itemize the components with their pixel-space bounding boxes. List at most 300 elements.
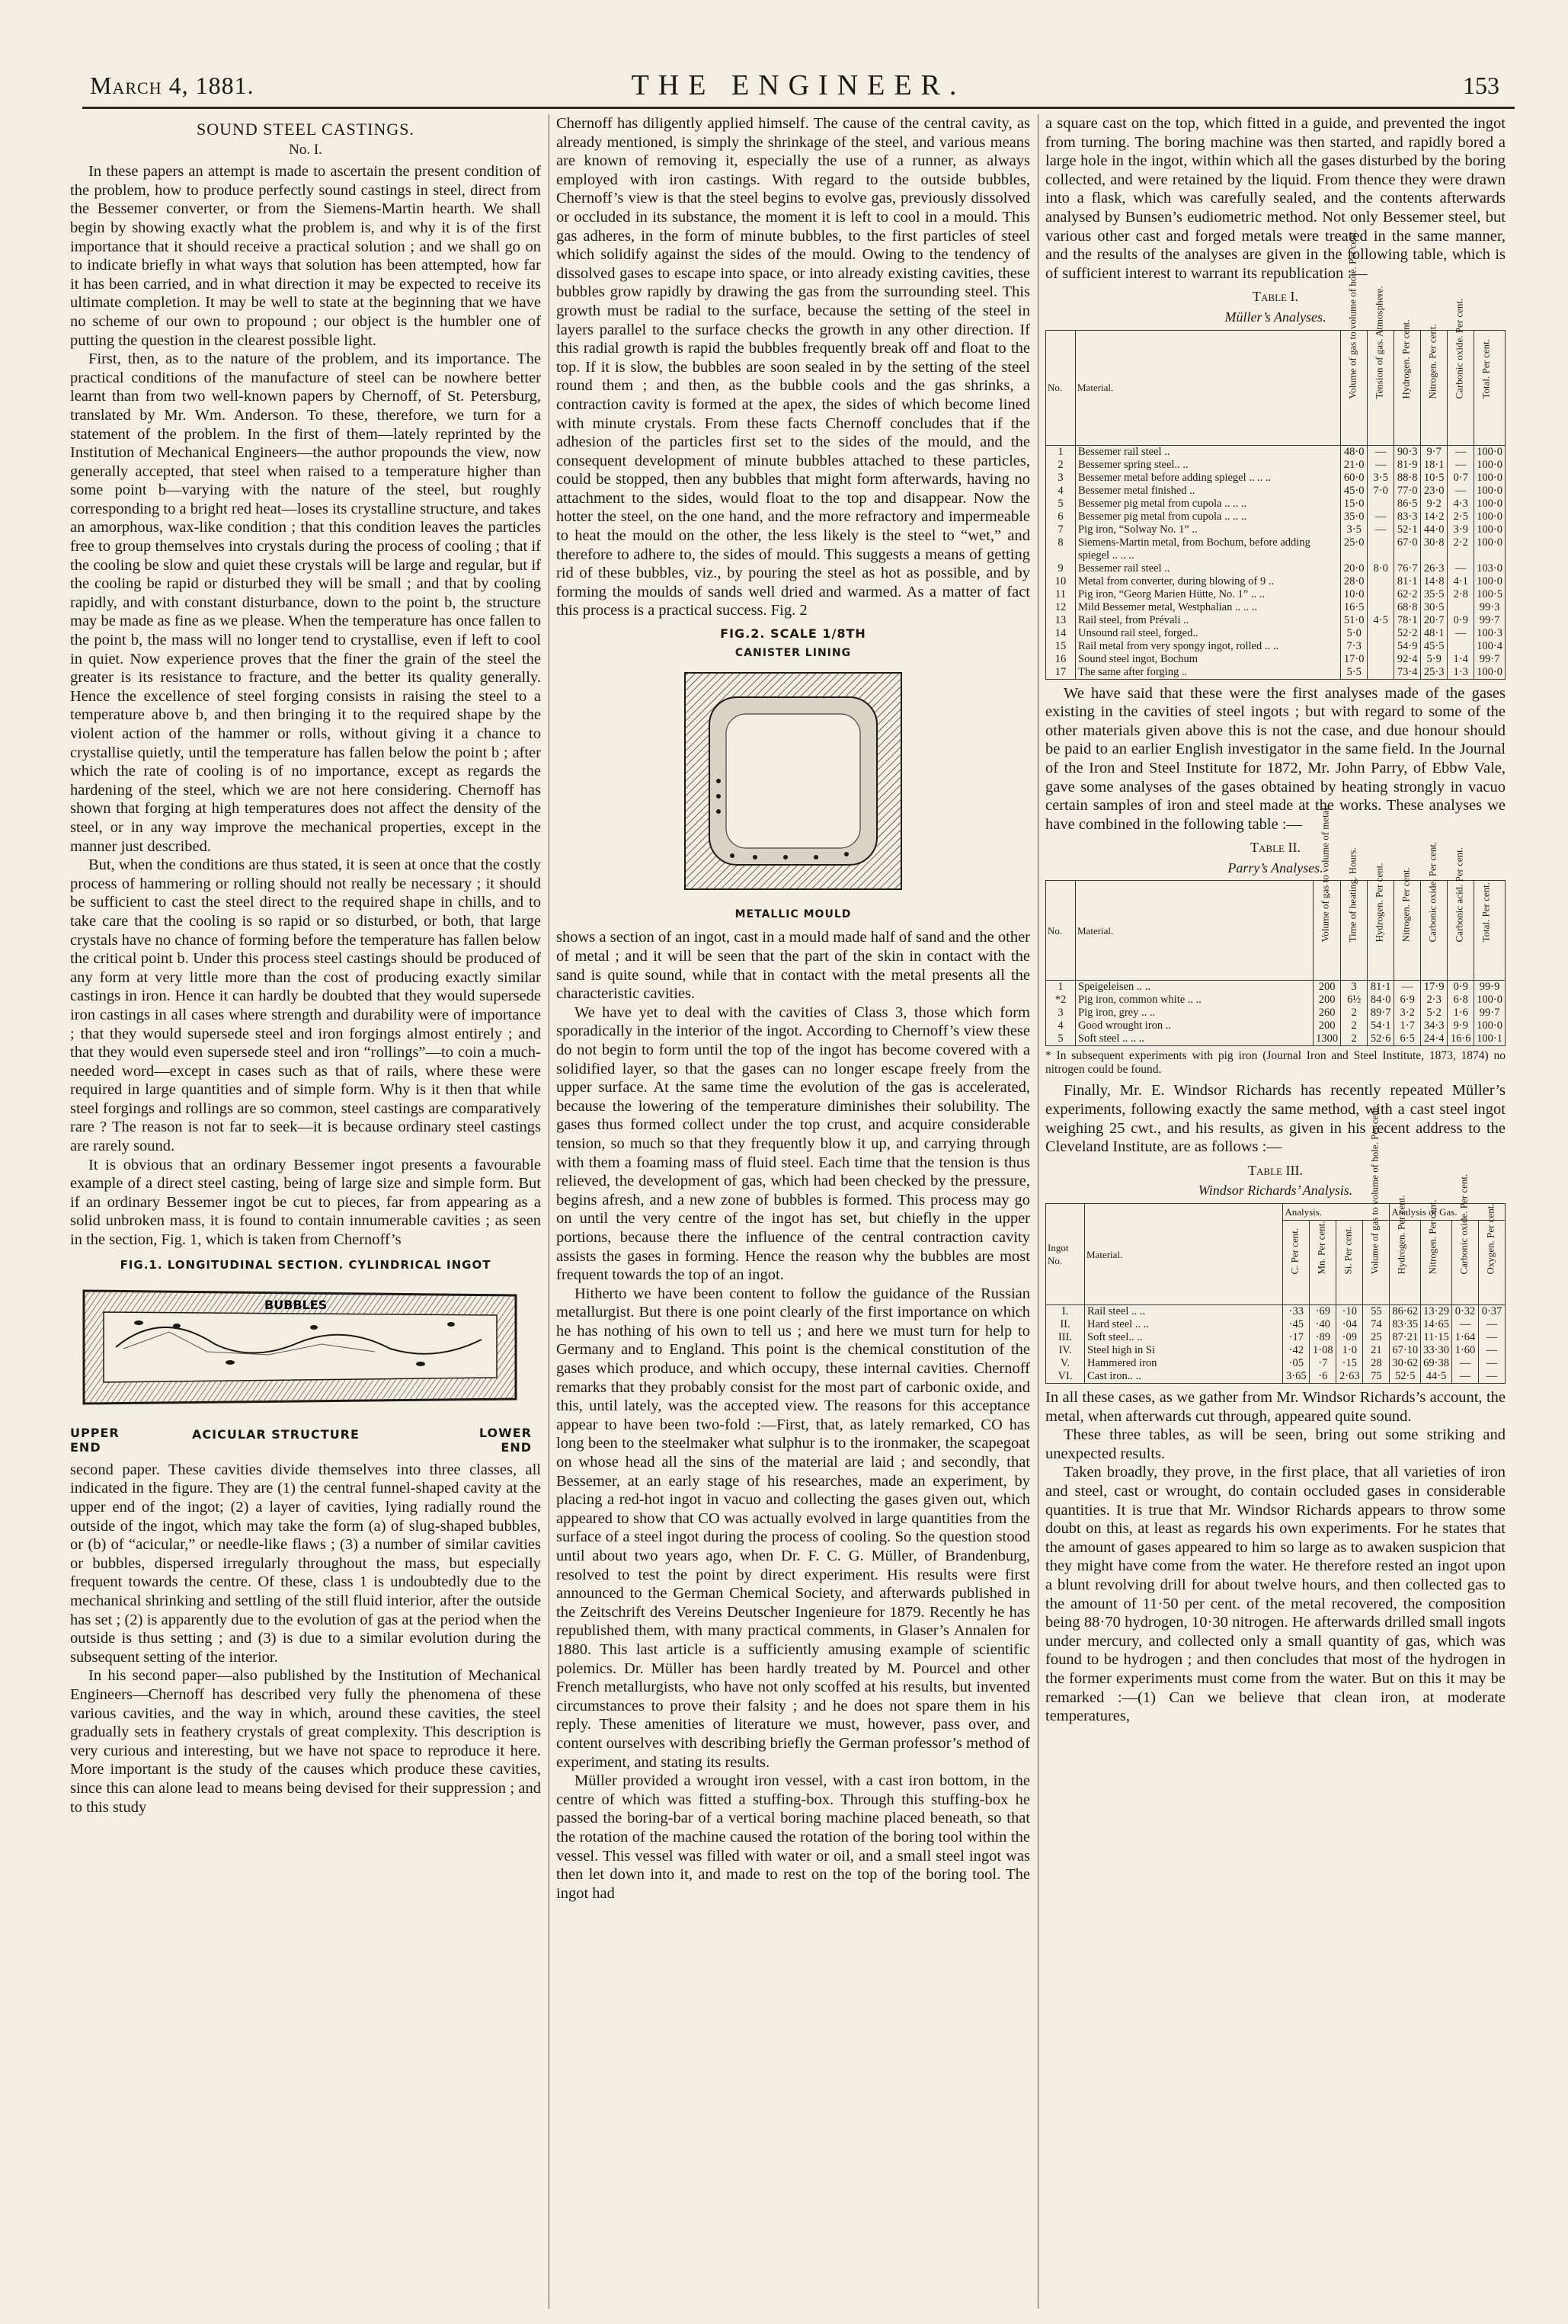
table-cell: ·15 (1336, 1357, 1363, 1370)
ingot-mould-drawing (679, 667, 907, 895)
table-cell: 4·5 (1368, 614, 1394, 627)
table-cell: 2·63 (1336, 1370, 1363, 1384)
table-cell: 6·9 (1394, 994, 1421, 1007)
table-cell: Bessemer rail steel .. (1076, 445, 1341, 459)
table-cell: 25·3 (1421, 666, 1448, 680)
paragraph: But, when the conditions are thus stated, it is seen at once that the costly process of hammering or rolling should not really be necessary ; it should be sufficient to cast the steel direct to the required shape in chills, and to take care that the cooling is so rapid or so disturbed, or both, that large crystals have no chance of forming before the temperature has fallen below the critical point b. Under this process steel castings should be produced of any form at very little more than the cost of producing exactly similar castings in iron. Hence it can hardly be doubted that they would supersede iron castings in all cases where strength and durability were of importance ; that they would supersede steel and iron forgings almost entirely ; and that they would even supersede steel and iron “rollings”—to coin a much-needed word—except in cases such as that of rails, where these were required in large quantities and of simple form. Why is it then that while steel forgings and rollings are so common, steel castings are comparatively rare ? The reason is not far to seek—it is because ordinary steel castings are rarely sound. (70, 856, 541, 1155)
group-header-gas: Analysis of Gas. (1390, 1204, 1506, 1221)
table-cell: 100·0 (1474, 498, 1506, 511)
table-cell: 11 (1046, 588, 1076, 601)
paragraph: We have yet to deal with the cavities of Class 3, those which form sporadically in the interior of the ingot. According to Chernoff’s view these do not begin to form until the top of the ingot has become covered with a solidified layer, so that the gases can no longer escape freely from the upper surface. At the same time the evolution of the gas is accelerated, because the lowering of the temperature diminishes their solubility. The gases thus formed collect under the top crust, and acquire considerable tension, so much so that they frequently blow it up, and carrying through with them a foaming mass of fluid steel. Each time that the tension is thus relieved, the development of gas, which had been checked by the pressure, begins afresh, and a new zone of bubbles is formed. This process may go on until the very centre of the ingot has set, but chiefly in the upper portions, because there the influence of the central contraction cavity assists the gases in forming. Hence the reason why the bubbles are most frequent towards the top of an ingot. (556, 1004, 1030, 1284)
table-cell: 3·2 (1394, 1007, 1421, 1020)
table-cell: 3 (1046, 472, 1076, 485)
table-cell: 100·0 (1474, 511, 1506, 523)
table-cell: 78·1 (1394, 614, 1421, 627)
table-cell: ·04 (1336, 1318, 1363, 1331)
table-cell: 14·65 (1421, 1318, 1452, 1331)
table-cell: Mild Bessemer metal, Westphalian .. .. .. (1076, 601, 1341, 614)
paragraph: a square cast on the top, which fitted in a guide, and prevented the ingot from turning. The boring machine was then started, and rapidly bored a large hole in the ingot, within which all the gases disturbed by the boring collected, and were retained by the liquid. From thence they were drawn into a flask, which was carefully sealed, and the contents afterwards analysed by Bunsen’s eudiometric method. Not only Bessemer steel, but various other cast and forged metals were treated in the same manner, and the results of the analyses are given in the following table, which is of sufficient interest to warrant its republication :— (1045, 115, 1506, 282)
table-cell: 1·60 (1452, 1344, 1479, 1357)
article-title: SOUND STEEL CASTINGS. (196, 120, 415, 139)
table-cell: — (1452, 1370, 1479, 1384)
table-row (1046, 536, 1506, 562)
header-rule (82, 107, 1515, 109)
table-cell: Bessemer metal finished .. (1076, 485, 1341, 498)
table-cell: 2 (1046, 459, 1076, 472)
column-header: Carbonic oxide. Per cent. (1448, 330, 1474, 445)
table-cell: 100·0 (1474, 459, 1506, 472)
table-cell: ·6 (1310, 1370, 1336, 1384)
table-cell (1448, 601, 1474, 614)
table-row (1046, 653, 1506, 666)
paragraph: Hitherto we have been content to follow the guidance of the Russian metallurgist. But there is one point clearly of the first importance on which he has nothing of his own to tell us ; and here we must turn for help to Germany and to England. This point is the chemical constitution of the gases which produce, and which occupy, these internal cavities. Chernoff remarks that they probably consist for the most part of carbonic oxide, and this, until lately, was the accepted view. The reasons for this acceptance appear to have been two-fold :—First, that, as lately remarked, CO has long been to the steelmaker what sulphur is to the ironmaker, the scapegoat on whose head all the sins of the material are laid ; and secondly, that Bessemer, at an early stage of his researches, made an experiment, by placing a red-hot ingot in vacuo and collecting the gases given out, which appeared to show that CO was actually evolved in large quantities from the surface of a steel ingot during the process of cooling. So the question stood until about two years ago, when Dr. F. C. G. Müller, of Brandenburg, resolved to test the point by direct experiment. His results were first announced to the German Chemical Society, and afterwards published in the Zeitschrift des Vereins Deutscher Ingenieure for 1879. Recently he has republished them, with many practical comments, in Glaser’s Annalen for 1880. This last article is a sufficiently amusing example of scientific polemics. Dr. Müller has been hardly treated by M. Pourcel and other French metallurgists, who have not only scoffed at his results, but invented circumstances to prove their falsity ; and he does not spare them in his reply. These amenities of literature we must, however, pass over, and content ourselves with describing briefly the German professor’s method of experiment, and stating its results. (556, 1285, 1030, 1771)
table-cell: 100·0 (1474, 994, 1506, 1007)
table-cell: Good wrought iron .. (1076, 1020, 1314, 1032)
table-cell: 77·0 (1394, 485, 1421, 498)
table-cell: 10·0 (1341, 588, 1368, 601)
table-row (1046, 1344, 1506, 1357)
table-cell: 52·1 (1394, 523, 1421, 536)
table-cell: 8 (1046, 536, 1076, 562)
table-cell: 21 (1363, 1344, 1390, 1357)
table-cell: 33·30 (1421, 1344, 1452, 1357)
table-cell: 18·1 (1421, 459, 1448, 472)
table-cell: 3 (1341, 981, 1368, 994)
table-cell: Rail metal from very spongy ingot, rolled .. .. (1076, 640, 1341, 653)
table-cell: Bessemer pig metal from cupola .. .. .. (1076, 498, 1341, 511)
table-cell: 5·9 (1421, 653, 1448, 666)
table-cell: 13·29 (1421, 1305, 1452, 1319)
table-cell: — (1448, 485, 1474, 498)
column-3 (1045, 114, 1506, 2316)
table-cell: 0·37 (1479, 1305, 1506, 1319)
table-row (1046, 445, 1506, 459)
table-cell: 86·62 (1390, 1305, 1421, 1319)
table-cell: 99·3 (1474, 601, 1506, 614)
table-cell: 4·3 (1448, 498, 1474, 511)
column-header: Ingot No. (1046, 1204, 1085, 1305)
table-cell: 3 (1046, 1007, 1076, 1020)
column-header: Hydrogen. Per cent. (1368, 881, 1394, 981)
table-cell: The same after forging .. (1076, 666, 1341, 680)
table-cell: 4 (1046, 1020, 1076, 1032)
table-cell: ·45 (1283, 1318, 1310, 1331)
table-row (1046, 601, 1506, 614)
table-cell: 1·0 (1336, 1344, 1363, 1357)
figure-1-caption: FIG.1. LONGITUDINAL SECTION. CYLINDRICAL INGOT (120, 1257, 491, 1272)
table-cell: 100·0 (1474, 1020, 1506, 1032)
figure-1-lower-end-label: LOWER END (478, 1425, 532, 1455)
figure-2-bottom-label: METALLIC MOULD (734, 908, 852, 920)
table-cell: 54·1 (1368, 1020, 1394, 1032)
table-cell: — (1479, 1318, 1506, 1331)
table-cell: Pig iron, “Georg Marien Hütte, No. 1” .. .. (1076, 588, 1341, 601)
table-cell: 103·0 (1474, 562, 1506, 575)
column-header: Si. Per cent. (1336, 1221, 1363, 1305)
table-2-footnote: * In subsequent experiments with pig iron (Journal Iron and Steel Institute, 1873, 1874) no nitrogen could be found. (1045, 1049, 1506, 1077)
table-cell: 3·9 (1448, 523, 1474, 536)
column-header: Material. (1085, 1204, 1283, 1305)
table-cell: 69·38 (1421, 1357, 1452, 1370)
table-cell: *2 (1046, 994, 1076, 1007)
table-cell: 99·7 (1474, 614, 1506, 627)
table-row (1046, 1007, 1506, 1020)
column-header: No. (1046, 881, 1076, 981)
table-cell: ·89 (1310, 1331, 1336, 1344)
column-header: Total. Per cent. (1474, 330, 1506, 445)
table-cell (1448, 640, 1474, 653)
table-cell: 2 (1341, 1032, 1368, 1046)
table-cell: 1·3 (1448, 666, 1474, 680)
table-cell: 30·5 (1421, 601, 1448, 614)
table-cell: 76·7 (1394, 562, 1421, 575)
table-cell: 7·3 (1341, 640, 1368, 653)
table-cell: 62·2 (1394, 588, 1421, 601)
table-cell: 100·4 (1474, 640, 1506, 653)
table-cell (1368, 498, 1394, 511)
table-cell: 3·5 (1341, 523, 1368, 536)
table-cell: 1·64 (1452, 1331, 1479, 1344)
figure-2-caption: FIG.2. SCALE 1/8TH (720, 626, 866, 642)
table-cell: Hard steel .. .. (1085, 1318, 1283, 1331)
table-cell: 73·4 (1394, 666, 1421, 680)
table-cell (1368, 627, 1394, 640)
table-cell: 74 (1363, 1318, 1390, 1331)
table-cell: 44·5 (1421, 1370, 1452, 1384)
table-cell: 14·2 (1421, 511, 1448, 523)
table-cell: 99·9 (1474, 981, 1506, 994)
table-cell: 23·0 (1421, 485, 1448, 498)
table-cell: 86·5 (1394, 498, 1421, 511)
paragraph: Taken broadly, they prove, in the first place, that all varieties of iron and steel, cast or wrought, do contain occluded gases in considerable quantities. It is true that Mr. Windsor Richards appears to throw some doubt on this, at least as regards his own experiments. For he states that the amount of gases appeared to him so large as to awaken suspicion that they might have come from the water. He therefore rested an ingot upon a blunt revolving drill for about twelve hours, and then collected gas to the amount of 11·50 per cent. of the metal recovered, the composition being 88·70 hydrogen, 10·30 nitrogen. He afterwards drilled small ingots under mercury, and collected only a small quantity of gas, which was found to be hydrogen ; and then concludes that most of the hydrogen in the former experiments must come from the water. But on this it may be remarked :—(1) Can we believe that clean iron, at moderate temperatures, (1045, 1464, 1506, 1725)
table-cell: Soft steel .. .. .. (1076, 1032, 1314, 1046)
table-cell: 90·3 (1394, 445, 1421, 459)
paragraph: Finally, Mr. E. Windsor Richards has recently repeated Müller’s experiments, following exactly the same method, with a cast steel ingot weighing 25 cwt., and his results, as given in his recent address to the Cleveland Institute, are as follows :— (1045, 1082, 1506, 1156)
table-cell: — (1368, 511, 1394, 523)
table-cell: 60·0 (1341, 472, 1368, 485)
table-cell: 44·0 (1421, 523, 1448, 536)
figure-1-acicular-label: ACICULAR STRUCTURE (192, 1426, 360, 1442)
column-header: Nitrogen. Per cent. (1421, 330, 1448, 445)
table-cell: 11·15 (1421, 1331, 1452, 1344)
table-cell: 20·7 (1421, 614, 1448, 627)
table-cell: 4·1 (1448, 575, 1474, 588)
table-cell: 12 (1046, 601, 1076, 614)
table-cell: — (1368, 523, 1394, 536)
paragraph: It is obvious that an ordinary Bessemer ingot presents a favourable example of a direct steel casting, being of large size and simple form. But if an ordinary Bessemer ingot be cut to pieces, far from appearing as a solid unbroken mass, it is found to contain innumerable cavities ; as seen in the section, Fig. 1, which is taken from Chernoff’s (70, 1156, 541, 1249)
table-row (1046, 1318, 1506, 1331)
table-cell: 68·8 (1394, 601, 1421, 614)
table-cell: 3·65 (1283, 1370, 1310, 1384)
table-cell: 83·3 (1394, 511, 1421, 523)
paragraph: In these papers an attempt is made to ascertain the present condition of the problem, how to produce perfectly sound castings in steel, direct from the Bessemer converter, or from the Siemens-Martin hearth. We shall begin by showing exactly what the problem is, and why it is of the first importance that it should receive a practical solution ; and we shall go on to indicate briefly in what ways that solution has been attempted, how far it has been carried, and in what direction it may be expected to receive its ultimate completion. It may be well to state at the beginning that we have no scheme of our own to propound ; our object is the humbler one of putting the question in the clearest possible light. (70, 163, 541, 349)
table-cell: 21·0 (1341, 459, 1368, 472)
column-1 (70, 114, 541, 2316)
table-cell: — (1448, 445, 1474, 459)
table-row (1046, 485, 1506, 498)
table-row (1046, 575, 1506, 588)
article-part: No. I. (289, 141, 322, 158)
table-cell: — (1448, 562, 1474, 575)
table-cell: IV. (1046, 1344, 1085, 1357)
table-cell: ·40 (1310, 1318, 1336, 1331)
table-1-body (1046, 445, 1506, 679)
table-cell: Rail steel, from Prévali .. (1076, 614, 1341, 627)
table-row (1046, 588, 1506, 601)
table-cell: 16·6 (1448, 1032, 1474, 1046)
table-3-body (1046, 1305, 1506, 1384)
table-cell: 1 (1046, 445, 1076, 459)
paragraph: These three tables, as will be seen, bring out some striking and unexpected results. (1045, 1426, 1506, 1462)
column-header: Material. (1076, 330, 1341, 445)
table-cell: 100·0 (1474, 485, 1506, 498)
column-header: Tension of gas. Atmosphere. (1368, 330, 1394, 445)
ingot-section-drawing (70, 1279, 527, 1416)
table-cell: 8·0 (1368, 562, 1394, 575)
paragraph: We have said that these were the first analyses made of the gases existing in the cavities of steel ingots ; but with regard to some of the other materials given above this is not the case, and due honour should be paid to an earlier English investigator in the same field. In the Journal of the Iron and Steel Institute for 1872, Mr. John Parry, of Ebbw Vale, gave some analyses of the gases obtained by heating strongly in vacuo certain samples of iron and steel made at the works. These analyses we have combined in the following table :— (1045, 684, 1506, 833)
paragraph: In his second paper—also published by the Institution of Mechanical Engineers—Chernoff has described very fully the phenomena of these various cavities, and the way in which, around these cavities, the steel gradually sets in feathery crystals of great complexity. This description is very curious and interesting, but we have not space to reproduce it here. More important is the study of the causes which produce these cavities, since this can alone lead to means being devised for their suppression ; and to this study (70, 1667, 541, 1816)
table-cell: ·42 (1283, 1344, 1310, 1357)
table-cell: Pig iron, “Solway No. 1” .. (1076, 523, 1341, 536)
table-cell: Hammered iron (1085, 1357, 1283, 1370)
table-cell: Bessemer spring steel.. .. (1076, 459, 1341, 472)
table-cell: VI. (1046, 1370, 1085, 1384)
table-cell: 1300 (1314, 1032, 1341, 1046)
table-cell: 2 (1341, 1020, 1368, 1032)
table-cell: 1·08 (1310, 1344, 1336, 1357)
paragraph: Müller provided a wrought iron vessel, with a cast iron bottom, in the centre of which was fitted a stuffing-box. Through this stuffing-box he passed the boring-bar of a vertical boring machine placed beneath, so that the rotation of the machine caused the rotation of the boring tool within the vessel. This vessel was filled with water or oil, and a small steel ingot was then let down into it, and made to rest on the top of the boring tool. The ingot had (556, 1772, 1030, 1902)
table-cell: 48·1 (1421, 627, 1448, 640)
table-cell (1368, 575, 1394, 588)
column-header: C. Per cent. (1283, 1221, 1310, 1305)
table-cell: 10·5 (1421, 472, 1448, 485)
table-cell: 3·5 (1368, 472, 1394, 485)
column-header: Nitrogen. Per cent. (1421, 1221, 1452, 1305)
table-cell: ·69 (1310, 1305, 1336, 1319)
table-cell: 260 (1314, 1007, 1341, 1020)
table-header-row (1046, 330, 1506, 445)
header-title: THE ENGINEER. (631, 69, 966, 101)
table-cell: ·33 (1283, 1305, 1310, 1319)
column-header: Carbonic acid. Per cent. (1448, 881, 1474, 981)
table-cell: 92·4 (1394, 653, 1421, 666)
column-2 (556, 114, 1030, 2316)
table-cell: 200 (1314, 994, 1341, 1007)
table-cell: 9 (1046, 562, 1076, 575)
table-cell: 2·5 (1448, 511, 1474, 523)
table-cell: 7·0 (1368, 485, 1394, 498)
table-2-subtitle: Parry’s Analyses. (1227, 859, 1323, 876)
column-header: Hydrogen. Per cent. (1394, 330, 1421, 445)
table-cell: 28·0 (1341, 575, 1368, 588)
table-cell: 16·5 (1341, 601, 1368, 614)
figure-1-bubbles-label: BUBBLES (264, 1298, 328, 1313)
table-cell: — (1452, 1318, 1479, 1331)
table-cell: Pig iron, grey .. .. (1076, 1007, 1314, 1020)
header-date: March 4, 1881. (90, 72, 254, 99)
table-cell: — (1448, 459, 1474, 472)
table-row (1046, 1370, 1506, 1384)
table-cell: ·7 (1310, 1357, 1336, 1370)
table-cell: ·17 (1283, 1331, 1310, 1344)
column-header: Material. (1076, 881, 1314, 981)
table-cell: 6·5 (1394, 1032, 1421, 1046)
table-cell: 99·7 (1474, 1007, 1506, 1020)
table-cell: II. (1046, 1318, 1085, 1331)
table-cell: Steel high in Si (1085, 1344, 1283, 1357)
table-cell (1368, 601, 1394, 614)
table-2-body (1046, 981, 1506, 1046)
table-cell (1368, 536, 1394, 562)
table-row (1046, 994, 1506, 1007)
header-page-number: 153 (1463, 72, 1499, 99)
table-cell: — (1479, 1370, 1506, 1384)
table-cell: 99·7 (1474, 653, 1506, 666)
table-cell: 5·2 (1421, 1007, 1448, 1020)
column-header: Nitrogen. Per cent. (1394, 881, 1421, 981)
table-cell: 2·2 (1448, 536, 1474, 562)
table-row (1046, 640, 1506, 653)
table-cell: 81·1 (1368, 981, 1394, 994)
column-header: Hydrogen. Per cent. (1390, 1221, 1421, 1305)
table-cell: 83·35 (1390, 1318, 1421, 1331)
table-cell: 6·8 (1448, 994, 1474, 1007)
table-cell: 45·5 (1421, 640, 1448, 653)
table-cell: 16 (1046, 653, 1076, 666)
table-cell: Rail steel .. .. (1085, 1305, 1283, 1319)
table-cell: 17·0 (1341, 653, 1368, 666)
table-cell: I. (1046, 1305, 1085, 1319)
table-cell: 81·9 (1394, 459, 1421, 472)
table-cell: 26·3 (1421, 562, 1448, 575)
table-cell: ·09 (1336, 1331, 1363, 1344)
table-cell (1368, 653, 1394, 666)
column-header: Volume of gas to volume of metal. (1314, 881, 1341, 981)
paragraph: second paper. These cavities divide themselves into three classes, all indicated in the figure. They are (1) the central funnel-shaped cavity at the upper end of the ingot; (2) a layer of cavities, lying radially round the outside of the ingot, which may take the form (a) of slug-shaped bubbles, or (b) of “acicular,” or needle-like flaws ; (3) a number of similar cavities or bubbles, dispersed irregularly throughout the mass, but especially frequent towards the centre. Of these, class 1 is undoubtedly due to the mechanical shrinking and settling of the still fluid interior, after the outside has set ; (2) is apparently due to the evolution of gas at the period when the outside is thus setting ; and (3) is due to a similar evolution during the subsequent setting of the interior. (70, 1461, 541, 1666)
table-row (1046, 498, 1506, 511)
table-cell: 100·0 (1474, 523, 1506, 536)
table-cell: 0·9 (1448, 614, 1474, 627)
table-cell: Pig iron, common white .. .. (1076, 994, 1314, 1007)
table-cell: 200 (1314, 1020, 1341, 1032)
table-2-caption: Table II. (1250, 840, 1301, 856)
table-cell: 84·0 (1368, 994, 1394, 1007)
table-row (1046, 614, 1506, 627)
table-cell: V. (1046, 1357, 1085, 1370)
table-cell: 9·9 (1448, 1020, 1474, 1032)
table-cell: 5 (1046, 498, 1076, 511)
table-cell: 34·3 (1421, 1020, 1448, 1032)
table-cell: 0·9 (1448, 981, 1474, 994)
table-cell (1368, 640, 1394, 653)
table-row (1046, 472, 1506, 485)
table-cell: — (1479, 1331, 1506, 1344)
column-header: Volume of gas to volume of hole. Per cent. (1341, 330, 1368, 445)
figure-2-top-label: CANISTER LINING (734, 646, 852, 659)
table-cell: Bessemer metal before adding spiegel .. .. .. (1076, 472, 1341, 485)
table-cell: — (1479, 1357, 1506, 1370)
table-cell: 20·0 (1341, 562, 1368, 575)
table-cell: 30·62 (1390, 1357, 1421, 1370)
table-cell: 52·5 (1390, 1370, 1421, 1384)
table-row (1046, 511, 1506, 523)
table-cell: 15 (1046, 640, 1076, 653)
table-1-caption: Table I. (1253, 289, 1298, 305)
table-header-row (1046, 881, 1506, 981)
table-1-subtitle: Müller’s Analyses. (1224, 309, 1326, 325)
table-cell: 24·4 (1421, 1032, 1448, 1046)
group-header-analysis: Analysis. (1283, 1204, 1390, 1221)
table-cell: 0·32 (1452, 1305, 1479, 1319)
table-cell: 5 (1046, 1032, 1076, 1046)
table-cell: 48·0 (1341, 445, 1368, 459)
table-cell: Siemens-Martin metal, from Bochum, before adding spiegel .. .. .. (1076, 536, 1341, 562)
table-cell: — (1394, 981, 1421, 994)
table-cell: 75 (1363, 1370, 1390, 1384)
table-cell: 28 (1363, 1357, 1390, 1370)
table-cell: 52·2 (1394, 627, 1421, 640)
table-cell: ·05 (1283, 1357, 1310, 1370)
table-row (1046, 562, 1506, 575)
table-cell: 55 (1363, 1305, 1390, 1319)
table-cell: 14 (1046, 627, 1076, 640)
table-3-caption: Table III. (1248, 1162, 1303, 1178)
table-cell: — (1368, 445, 1394, 459)
table-cell: Cast iron.. .. (1085, 1370, 1283, 1384)
table-cell: 100·3 (1474, 627, 1506, 640)
column-header: Oxygen. Per cent. (1479, 1221, 1506, 1305)
column-header: Time of heating. Hours. (1341, 881, 1368, 981)
table-cell: 13 (1046, 614, 1076, 627)
table-cell: 200 (1314, 981, 1341, 994)
table-cell: 2·3 (1421, 994, 1448, 1007)
table-cell: 100·5 (1474, 588, 1506, 601)
table-cell: 67·0 (1394, 536, 1421, 562)
table-cell: 35·0 (1341, 511, 1368, 523)
table-cell (1368, 666, 1394, 680)
table-cell: 25 (1363, 1331, 1390, 1344)
table-cell: — (1452, 1357, 1479, 1370)
figure-1 (70, 1256, 541, 1456)
table-cell: 100·1 (1474, 1032, 1506, 1046)
table-cell: 0·7 (1448, 472, 1474, 485)
table-cell: 52·6 (1368, 1032, 1394, 1046)
table-cell: Sound steel ingot, Bochum (1076, 653, 1341, 666)
table-cell: 45·0 (1341, 485, 1368, 498)
table-cell (1368, 588, 1394, 601)
table-cell: 100·0 (1474, 575, 1506, 588)
column-header: Volume of gas to volume of hole. Per cent. (1363, 1221, 1390, 1305)
table-3-subtitle: Windsor Richards’ Analysis. (1198, 1183, 1353, 1199)
paragraph: Chernoff has diligently applied himself. The cause of the central cavity, as already mentioned, is simply the shrinkage of the steel, and various means are known of removing it, especially the use of a runner, as always employed with iron castings. With regard to the outside bubbles, Chernoff’s view is that the steel begins to evolve gas, previously dissolved or occluded in its substance, the moment it is left to cool in a mould. This gas adheres, in the form of minute bubbles, to the first particles of steel which solidify against the sides of the mould. Owing to the tendency of dissolved gases to escape into space, or into already existing cavities, these bubbles grow rapidly by drawing the gas from the surrounding steel. This growth must be radial to the surface, because the setting of the steel in layers parallel to the surface checks the growth in any other direction. If this radial growth is rapid the bubbles frequently break off and float to the top. If it is slow, the bubbles are soon sealed in by the setting of the steel round them ; and then, as the bubble cools and the gas shrinks, a contraction cavity is formed at the apex, the sides of which become lined with minute crystals. From these facts Chernoff concludes that if the adhesion of the particles first set to the sides of the mould, and the consequent development of minute bubbles attached to these particles, could be stopped, then any bubbles that might form afterwards, having no attachment to the sides, would float to the top and disappear. Now the hotter the steel, on the one hand, and the more refractory and impermeable to heat the mould on the other, the less likely is the steel to “wet,” and therefore to adhere to, the sides of mould. This suggests a means of getting rid of these bubbles, viz., by pouring the steel as hot as possible, and by forming the moulds of sands well dried and warmed. As a matter of fact this process is a practical success. Fig. 2 (556, 115, 1030, 619)
column-header: Mn. Per cent. (1310, 1221, 1336, 1305)
table-cell: 35·5 (1421, 588, 1448, 601)
table-cell: 9·2 (1421, 498, 1448, 511)
table-cell: 100·0 (1474, 445, 1506, 459)
table-cell: Soft steel.. .. (1085, 1331, 1283, 1344)
table-cell: 100·0 (1474, 536, 1506, 562)
table-cell: 14·8 (1421, 575, 1448, 588)
table-cell: — (1479, 1344, 1506, 1357)
running-header (82, 67, 1515, 104)
paragraph: shows a section of an ingot, cast in a mould made half of sand and the other of metal ; and it will be seen that the part of the skin in contact with the sand is quite sound, while that in contact with the metal presents all the characteristic cavities. (556, 929, 1030, 1003)
table-cell: 1·6 (1448, 1007, 1474, 1020)
column-header: Carbonic oxide. Per cent. (1452, 1221, 1479, 1305)
table-cell: 7 (1046, 523, 1076, 536)
figure-2 (556, 625, 1030, 924)
table-row (1046, 459, 1506, 472)
column-header: Total. Per cent. (1474, 881, 1506, 981)
